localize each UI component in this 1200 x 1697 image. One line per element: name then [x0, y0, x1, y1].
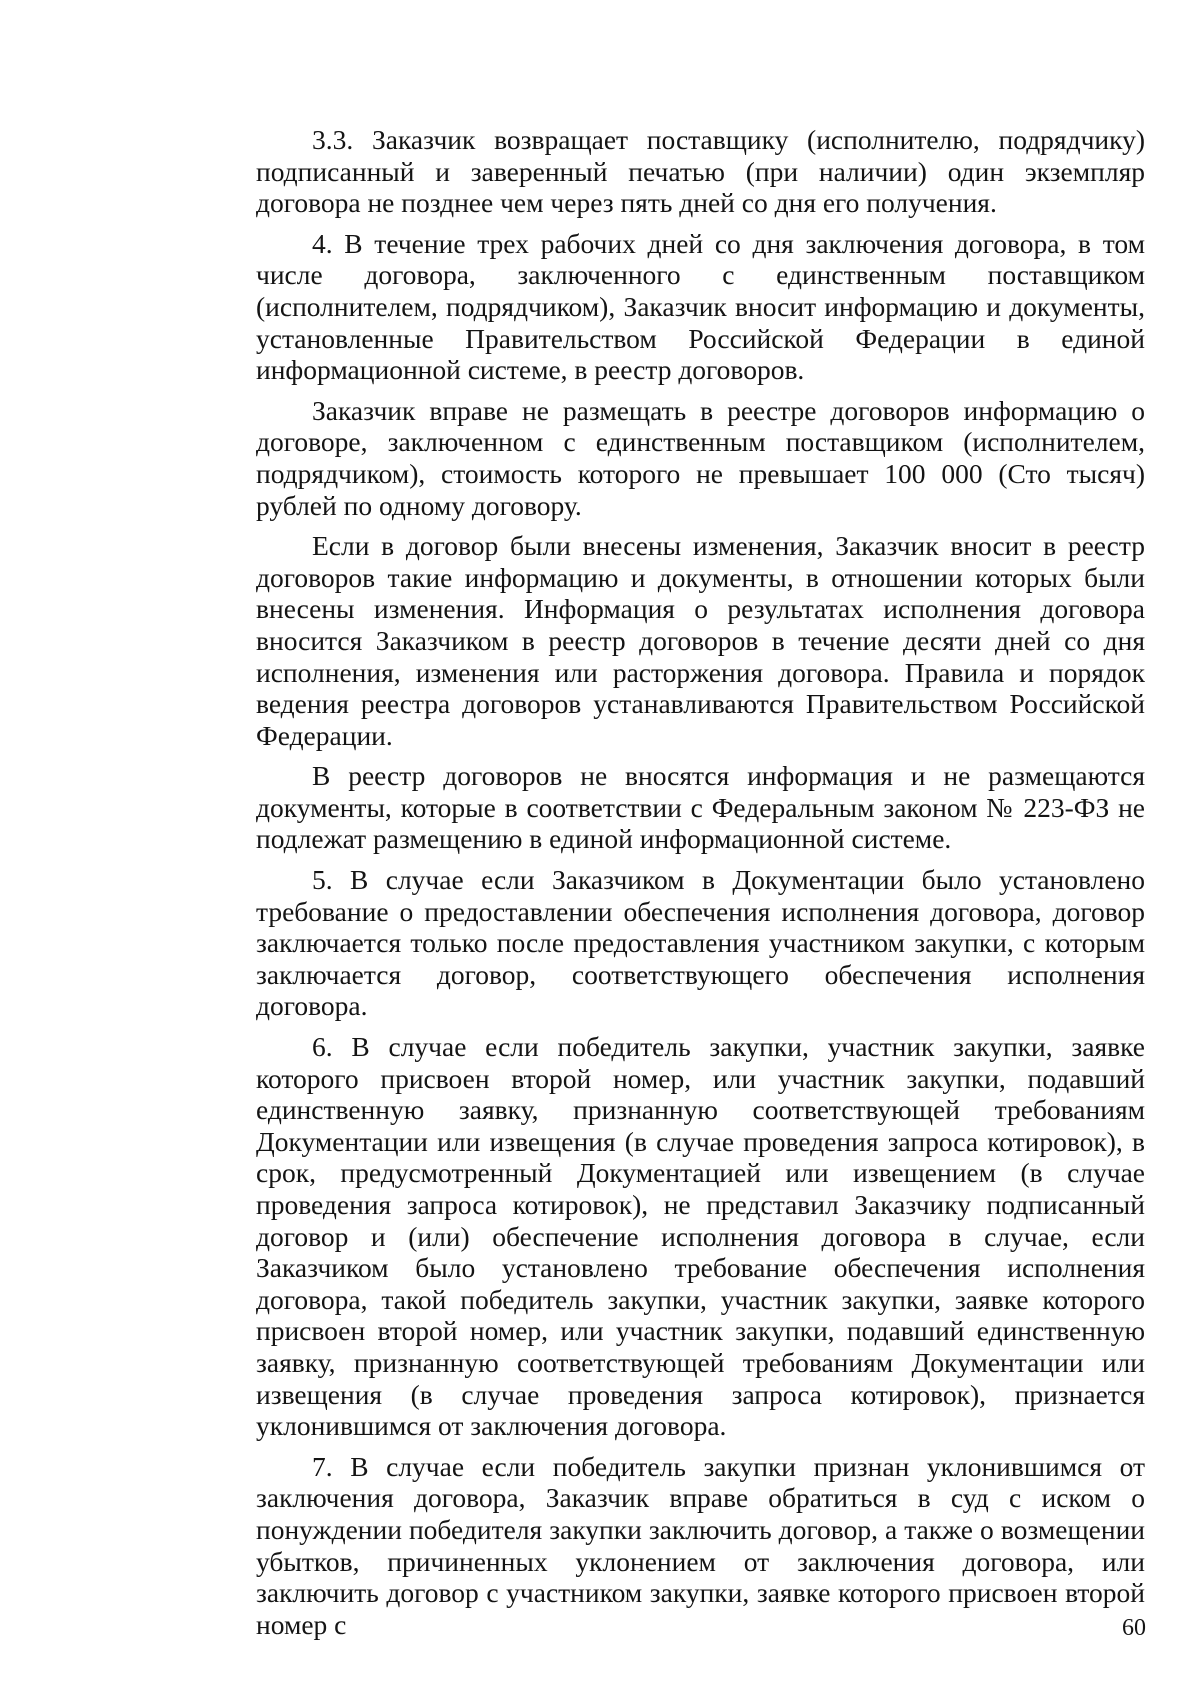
paragraph-6: 6. В случае если победитель закупки, участник закупки, заявке которого присвоен второй номер, или участник закупки, подавший единственную заявку, признанную соответствующей требованиям Документации или извещения (в случае проведения запроса котировок), в срок, предусмотренный Документацией или извещением (в случае проведения запроса котировок), не представил Заказчику подписанный договор и (или) обеспечение исполнения договора в случае, если Заказчиком было установлено требование обеспечения исполнения договора, такой победитель закупки, участник закупки, заявке которого присвоен второй номер, или участник закупки, подавший единственную заявку, признанную соответствующей требованиям Документации или извещения (в случае проведения запроса котировок), признается уклонившимся от заключения договора.: [256, 1031, 1145, 1442]
paragraph-4-exclusions: В реестр договоров не вносятся информация и не размещаются документы, которые в соответствии с Федеральным законом № 223-ФЗ не подлежат размещению в единой информационной системе.: [256, 760, 1145, 855]
paragraph-4-changes: Если в договор были внесены изменения, Заказчик вносит в реестр договоров такие информацию и документы, в отношении которых были внесены изменения. Информация о результатах исполнения договора вносится Заказчиком в реестр договоров в течение десяти дней со дня исполнения, изменения или расторжения договора. Правила и порядок ведения реестра договоров устанавливаются Правительством Российской Федерации.: [256, 530, 1145, 751]
paragraph-4: 4. В течение трех рабочих дней со дня заключения договора, в том числе договора, заключенного с единственным поставщиком (исполнителем, подрядчиком), Заказчик вносит информацию и документы, установленные Правительством Российской Федерации в единой информационной системе, в реестр договоров.: [256, 227, 1145, 386]
paragraph-7: 7. В случае если победитель закупки признан уклонившимся от заключения договора, Заказчик вправе обратиться в суд с иском о понуждении победителя закупки заключить договор, а также о возмещении убытков, причиненных уклонением от заключения договора, или заключить договор с участником закупки, заявке которого присвоен второй номер с: [256, 1450, 1145, 1640]
paragraph-4-exception: Заказчик вправе не размещать в реестре договоров информацию о договоре, заключенном с единственным поставщиком (исполнителем, подрядчиком), стоимость которого не превышает 100 000 (Сто тысяч) рублей по одному договору.: [256, 394, 1145, 521]
paragraph-5: 5. В случае если Заказчиком в Документации было установлено требование о предоставлении обеспечения исполнения договора, договор заключается только после предоставления участником закупки, с которым заключается договор, соответствующего обеспечения исполнения договора.: [256, 864, 1145, 1022]
document-body: [256, 124, 1145, 1649]
page-number: 60: [1122, 1615, 1146, 1641]
paragraph-3-3: 3.3. Заказчик возвращает поставщику (исполнителю, подрядчику) подписанный и заверенный печатью (при наличии) один экземпляр договора не позднее чем через пять дней со дня его получения.: [256, 124, 1145, 219]
